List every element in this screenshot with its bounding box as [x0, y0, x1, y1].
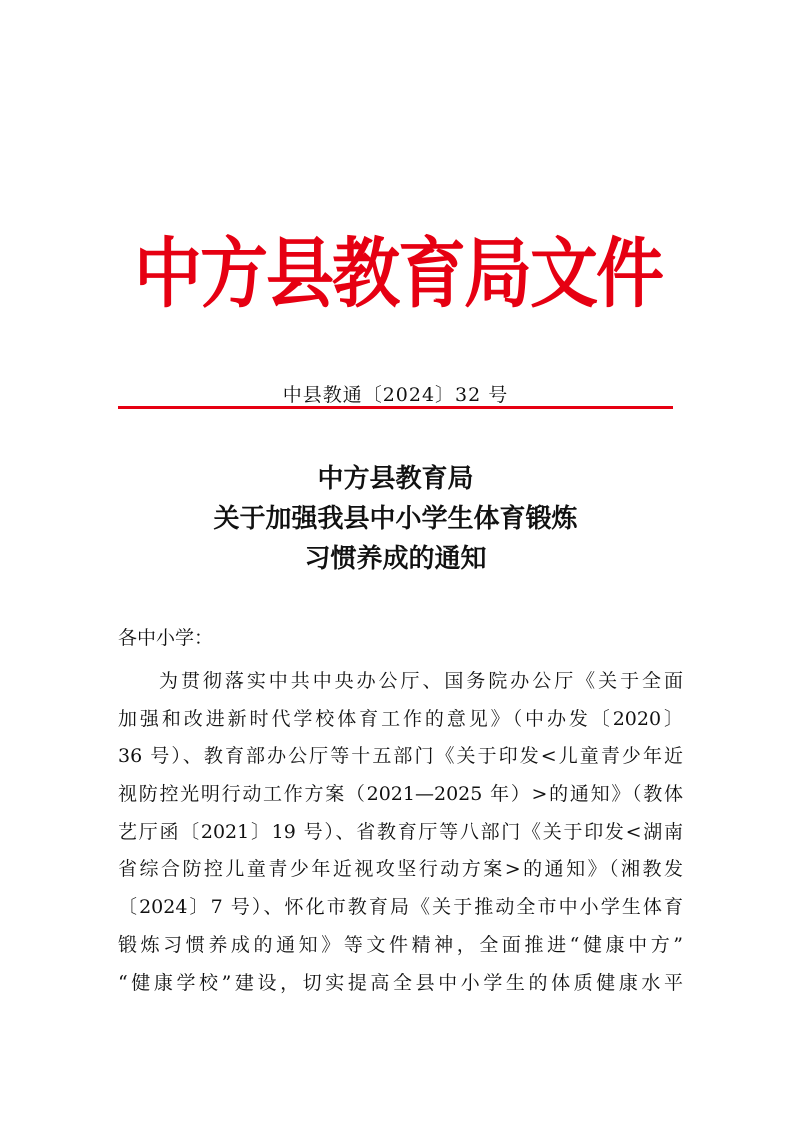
- body-line: 锻炼习惯养成的通知》等文件精神，全面推进“健康中方”: [118, 933, 683, 956]
- notice-title-line: 习惯养成的通知: [304, 544, 487, 574]
- salutation: 各中小学：: [118, 627, 214, 649]
- body-line: 为贯彻落实中共中央办公厅、国务院办公厅《关于全面: [159, 670, 683, 692]
- body-line: 艺厅函〔2021〕19 号）、省教育厅等八部门《关于印发<湖南: [118, 820, 683, 843]
- issuer-title: 中方县教育局文件: [133, 229, 662, 319]
- red-separator-line: [118, 406, 673, 409]
- notice-title: [118, 459, 673, 579]
- body-paragraph: [118, 663, 683, 1002]
- body-line: 省综合防控儿童青少年近视攻坚行动方案>的通知》（湘教发: [118, 858, 683, 881]
- document-number: 中县教通〔2024〕32 号: [282, 384, 509, 406]
- body-line: “健康学校”建设，切实提高全县中小学生的体质健康水平: [118, 971, 683, 994]
- body-line: 〔2024〕7 号）、怀化市教育局《关于推动全市中小学生体育: [118, 896, 683, 919]
- notice-title-line: 关于加强我县中小学生体育锻炼: [213, 504, 578, 534]
- body-line: 加强和改进新时代学校体育工作的意见》（中办发〔2020〕: [118, 707, 683, 730]
- notice-title-line: 中方县教育局: [317, 464, 474, 494]
- body-line: 视防控光明行动工作方案（2021—2025 年）>的通知》（教体: [118, 783, 683, 806]
- body-line: 36 号）、教育部办公厅等十五部门《关于印发<儿童青少年近: [118, 745, 683, 768]
